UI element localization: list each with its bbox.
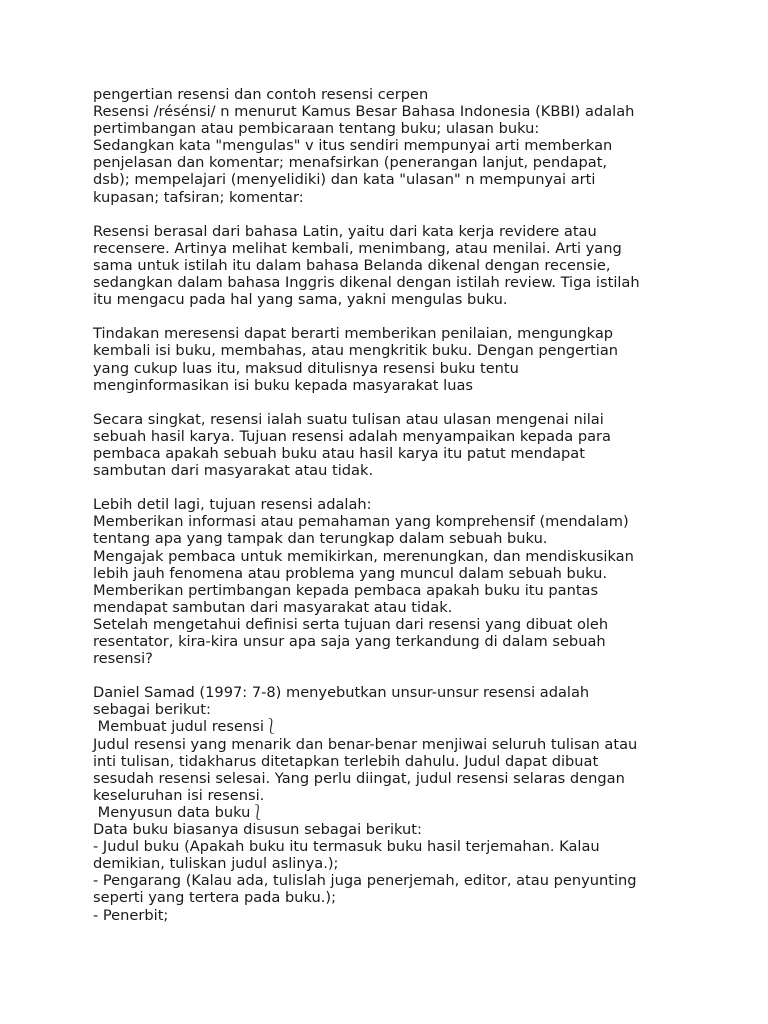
paragraph-gap xyxy=(93,479,713,496)
text-line: menginformasikan isi buku kepada masyarakat luas xyxy=(93,376,474,394)
text-line: sama untuk istilah itu dalam bahasa Belanda dikenal dengan recensie, xyxy=(93,256,611,274)
text-line: Daniel Samad (1997: 7-8) menyebutkan unsur-unsur resensi adalah xyxy=(93,684,590,702)
text-line: Memberikan informasi atau pemahaman yang komprehensif (mendalam) xyxy=(93,513,629,531)
text-line: Mengajak pembaca untuk memikirkan, merenungkan, dan mendiskusikan xyxy=(93,547,634,565)
text-line: sebagai berikut: xyxy=(93,701,211,719)
text-line: Menyusun data buku⎱ xyxy=(93,803,265,821)
text-line: itu mengacu pada hal yang sama, yakni mengulas buku. xyxy=(93,291,508,309)
text-line: resentator, kira-kira unsur apa saja yang terkandung di dalam sebuah xyxy=(93,633,606,650)
text-line: kupasan; tafsiran; komentar: xyxy=(93,188,304,206)
text-line: Tindakan meresensi dapat berarti memberikan penilaian, mengungkap xyxy=(93,325,614,343)
text-line: penjelasan dan komentar; menafsirkan (penerangan lanjut, pendapat, xyxy=(93,154,608,172)
text-line: Judul resensi yang menarik dan benar-benar menjiwai seluruh tulisan atau xyxy=(93,735,638,753)
text-line: pertimbangan atau pembicaraan tentang buku; ulasan buku: xyxy=(93,120,540,138)
text-line: kembali isi buku, membahas, atau mengkritik buku. Dengan pengertian xyxy=(93,342,619,360)
text-line: sebuah hasil karya. Tujuan resensi adalah menyampaikan kepada para xyxy=(93,427,612,445)
paragraph-gap xyxy=(93,308,713,325)
text-line: tentang apa yang tampak dan terungkap dalam sebuah buku. xyxy=(93,530,548,548)
text-line: dsb); mempelajari (menyelidiki) dan kata "ulasan" n mempunyai arti xyxy=(93,171,596,189)
document-body xyxy=(93,103,713,924)
text-line: mendapat sambutan dari masyarakat atau tidak. xyxy=(93,598,453,616)
text-line: inti tulisan, tidakharus ditetapkan terlebih dahulu. Judul dapat dibuat xyxy=(93,752,599,770)
document-title: pengertian resensi dan contoh resensi cerpen xyxy=(93,86,429,103)
text-line: pembaca apakah sebuah buku atau hasil karya itu patut mendapat xyxy=(93,444,585,462)
text-line: - Pengarang (Kalau ada, tulislah juga penerjemah, editor, atau penyunting xyxy=(93,872,637,890)
text-line: sambutan dari masyarakat atau tidak. xyxy=(93,462,374,480)
paragraph-gap xyxy=(93,206,713,223)
text-line: Setelah mengetahui definisi serta tujuan dari resensi yang dibuat oleh xyxy=(93,615,609,633)
text-line: sesudah resensi selesai. Yang perlu diingat, judul resensi selaras dengan xyxy=(93,769,625,787)
text-line: Data buku biasanya disusun sebagai berikut: xyxy=(93,821,422,839)
text-line: resensi? xyxy=(93,650,153,668)
text-line: - Judul buku (Apakah buku itu termasuk buku hasil terjemahan. Kalau xyxy=(93,838,600,856)
text-line: seperti yang tertera pada buku.); xyxy=(93,889,337,907)
text-line: recensere. Artinya melihat kembali, menimbang, atau menilai. Arti yang xyxy=(93,239,622,257)
text-line: demikian, tuliskan judul aslinya.); xyxy=(93,855,339,873)
paragraph-gap xyxy=(93,394,713,411)
document-page xyxy=(93,86,713,924)
text-line: Membuat judul resensi⎱ xyxy=(93,718,279,736)
text-line: keseluruhan isi resensi. xyxy=(93,786,265,804)
text-line: Sedangkan kata "mengulas" v itus sendiri mempunyai arti memberkan xyxy=(93,137,613,155)
text-line: Secara singkat, resensi ialah suatu tulisan atau ulasan mengenai nilai xyxy=(93,410,604,428)
text-line: Memberikan pertimbangan kepada pembaca apakah buku itu pantas xyxy=(93,581,599,599)
text-line: yang cukup luas itu, maksud ditulisnya resensi buku tentu xyxy=(93,359,519,377)
text-line: sedangkan dalam bahasa Inggris dikenal dengan istilah review. Tiga istilah xyxy=(93,274,640,292)
text-line: lebih jauh fenomena atau problema yang muncul dalam sebuah buku. xyxy=(93,564,607,582)
text-line: Resensi /résénsi/ n menurut Kamus Besar Bahasa Indonesia (KBBI) adalah xyxy=(93,103,635,121)
text-line: Lebih detil lagi, tujuan resensi adalah: xyxy=(93,496,372,514)
text-line: Resensi berasal dari bahasa Latin, yaitu dari kata kerja revidere atau xyxy=(93,222,597,240)
paragraph-gap xyxy=(93,667,713,684)
text-line: - Penerbit; xyxy=(93,906,169,924)
